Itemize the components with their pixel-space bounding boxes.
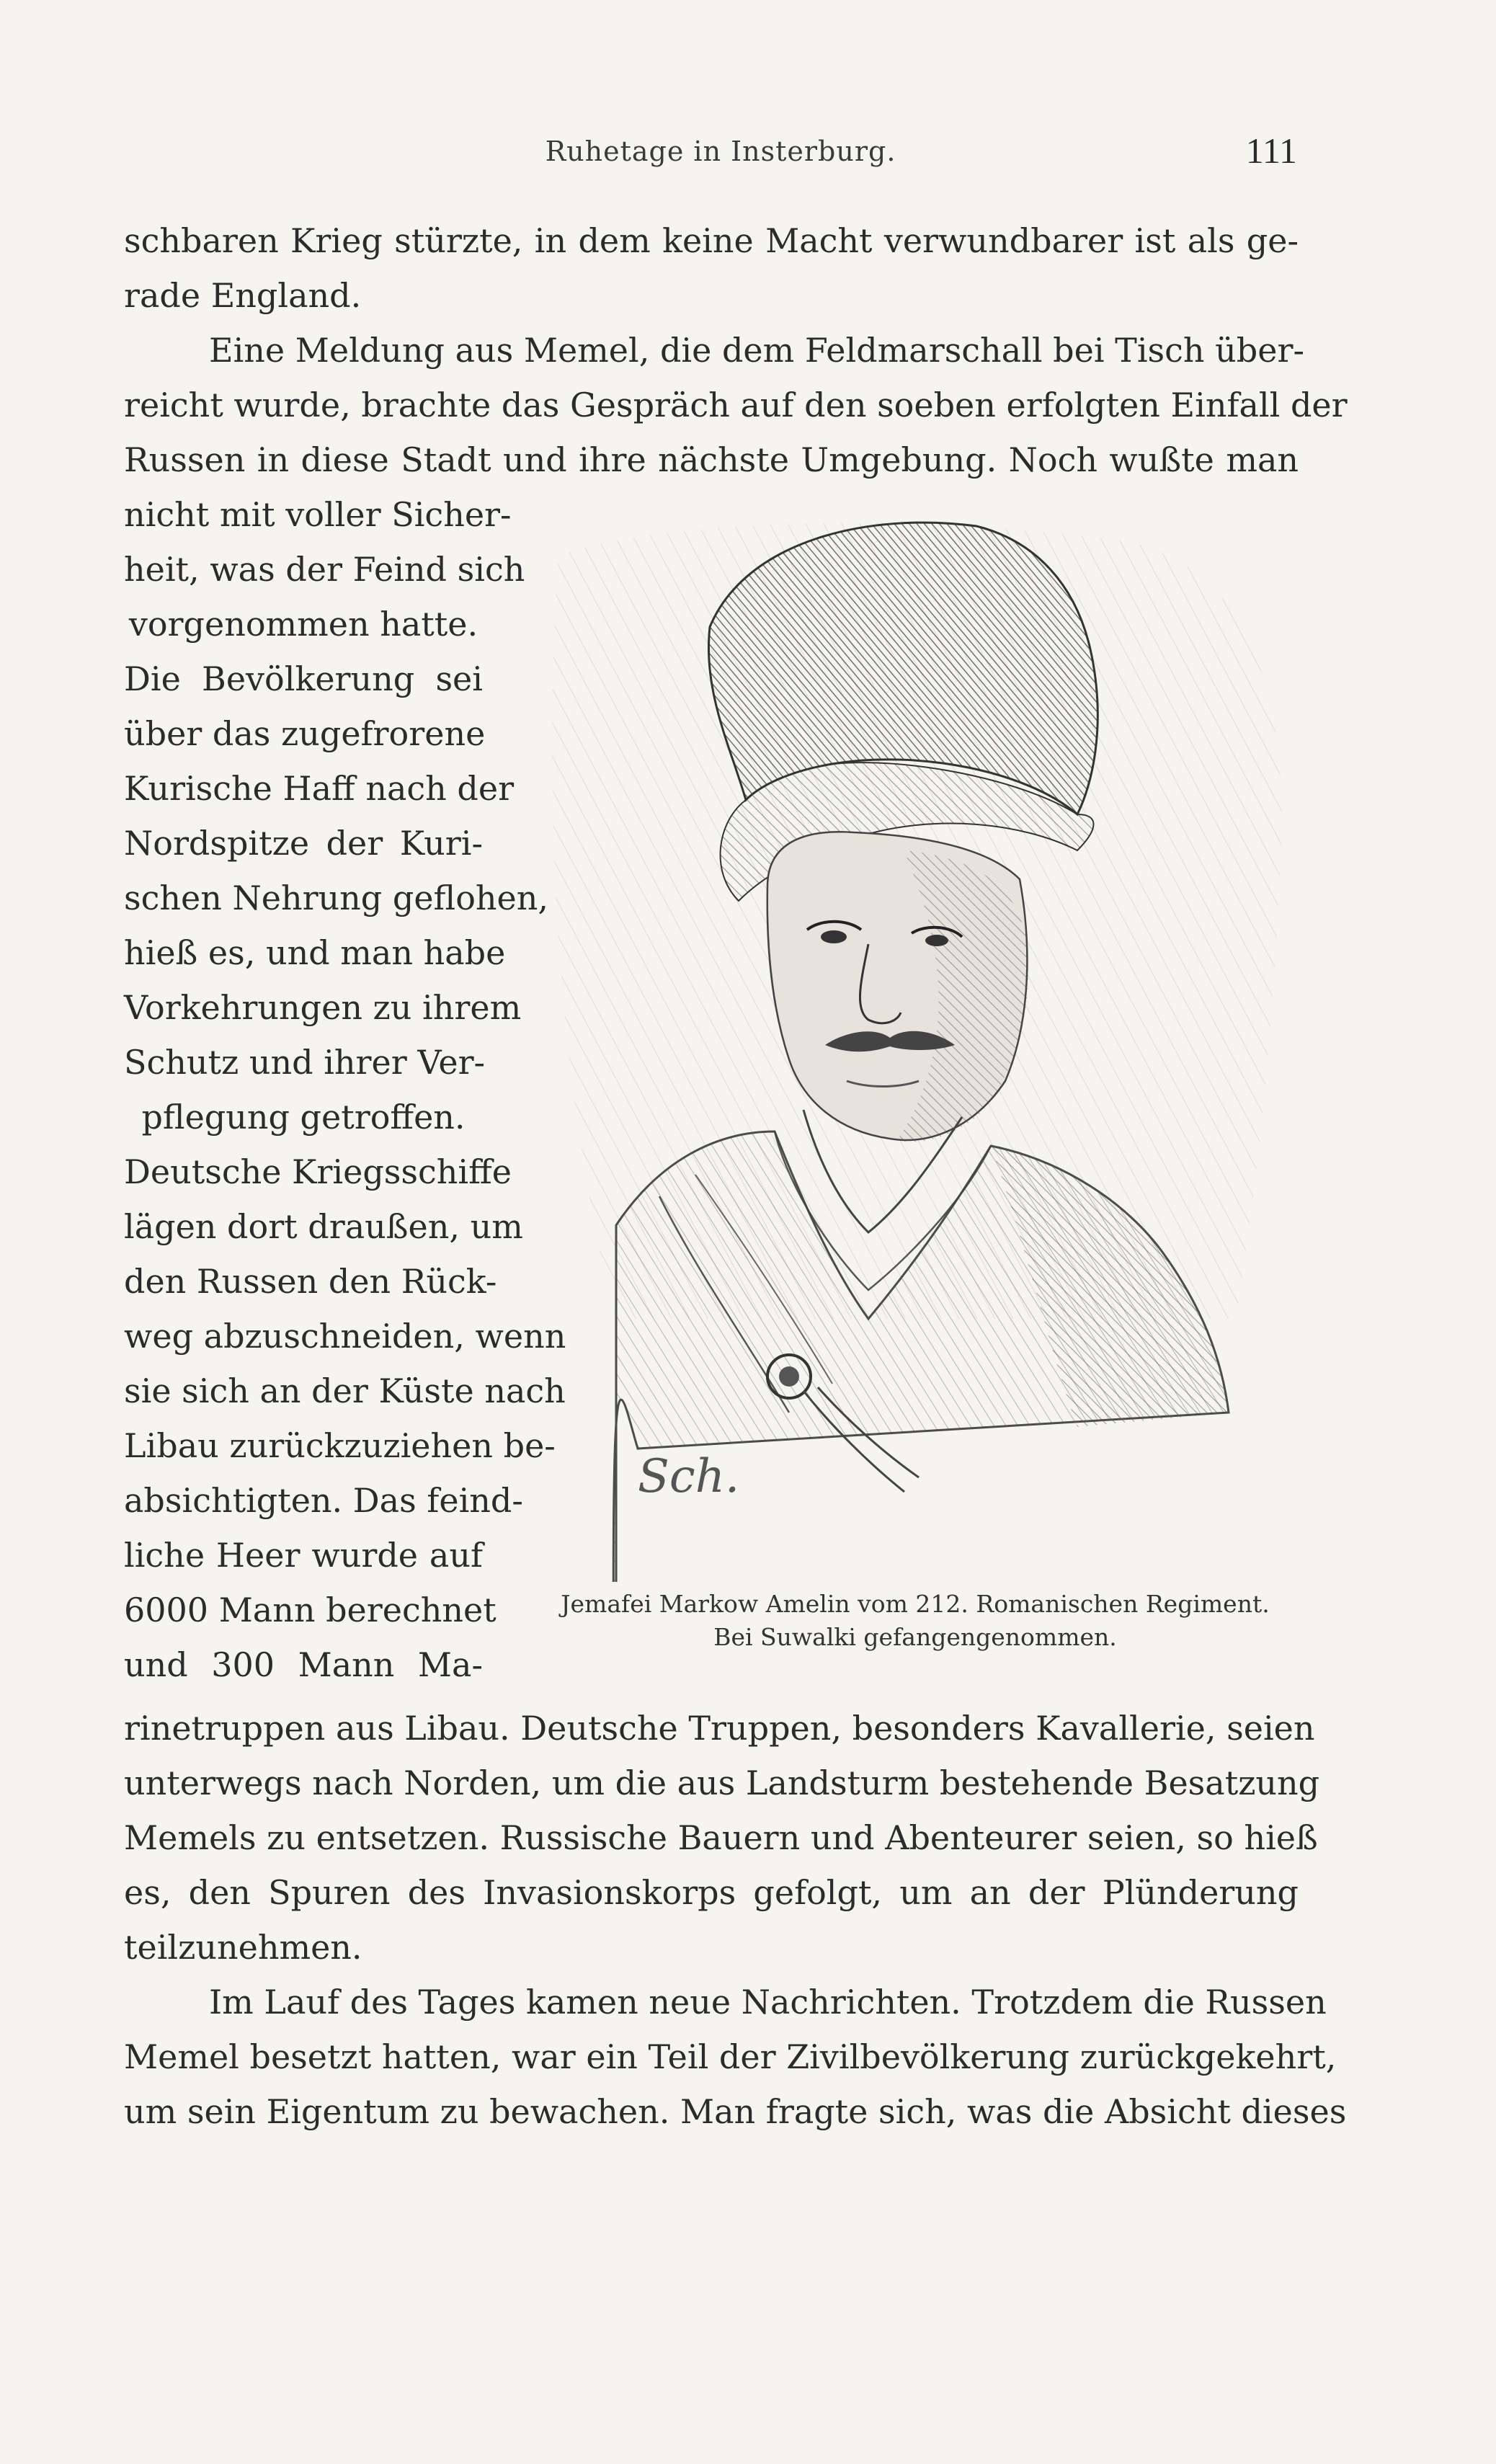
text-line: Memel besetzt hatten, war ein Teil der Zivilbevölkerung zurückgekehrt,: [124, 2037, 1337, 2076]
running-title: Ruhetage in Insterburg.: [545, 135, 896, 167]
text-line: Russen in diese Stadt und ihre nächste Umgebung. Noch wußte man: [124, 440, 1299, 479]
figure-caption-line2: Bei Suwalki gefangengenommen.: [713, 1623, 1117, 1651]
page-number: 111: [1245, 130, 1297, 171]
text-line: reicht wurde, brachte das Gespräch auf den soeben erfolgten Einfall der: [124, 386, 1348, 424]
text-line: den Russen den Rück-: [124, 1262, 497, 1301]
text-line: rinetruppen aus Libau. Deutsche Truppen, besonders Kavallerie, seien: [124, 1709, 1315, 1748]
text-line: unterwegs nach Norden, um die aus Landsturm bestehende Besatzung: [124, 1764, 1320, 1802]
text-line: es, den Spuren des Invasionskorps gefolgt, um an der Plünderung: [124, 1873, 1299, 1912]
text-line: Die Bevölkerung sei: [124, 659, 483, 698]
text-line: 6000 Mann berechnet: [124, 1591, 497, 1629]
text-line: weg abzuschneiden, wenn: [124, 1317, 566, 1356]
paragraph-start: Eine Meldung aus Memel, die dem Feldmarschall bei Tisch über-: [209, 331, 1304, 370]
text-line: absichtigten. Das feind-: [124, 1481, 523, 1520]
text-line: Deutsche Kriegsschiffe: [124, 1152, 512, 1191]
text-line: hieß es, und man habe: [124, 933, 506, 972]
text-line: um sein Eigentum zu bewachen. Man fragte sich, was die Absicht dieses: [124, 2092, 1347, 2131]
text-line: schbaren Krieg stürzte, in dem keine Macht verwundbarer ist als ge-: [124, 221, 1299, 260]
text-line: heit, was der Feind sich: [124, 550, 525, 589]
text-line: vorgenommen hatte.: [128, 605, 478, 644]
text-line: Kurische Haff nach der: [124, 769, 515, 808]
text-line: nicht mit voller Sicher-: [124, 495, 512, 534]
text-line: und 300 Mann Ma-: [124, 1645, 483, 1684]
portrait-illustration: [530, 512, 1301, 1582]
text-line: Libau zurückzuziehen be-: [124, 1426, 556, 1465]
text-line: sie sich an der Küste nach: [124, 1371, 566, 1410]
text-line: liche Heer wurde auf: [124, 1536, 483, 1575]
text-line: Schutz und ihrer Ver-: [124, 1043, 486, 1082]
text-line: Nordspitze der Kuri-: [124, 824, 483, 863]
text-line: schen Nehrung geflohen,: [124, 879, 549, 917]
text-line: Vorkehrungen zu ihrem: [124, 988, 522, 1027]
text-line: rade England.: [124, 276, 362, 315]
text-line: teilzunehmen.: [124, 1928, 362, 1967]
artist-signature: Sch.: [638, 1450, 740, 1503]
portrait-sketch: [530, 512, 1301, 1582]
text-line: pflegung getroffen.: [141, 1098, 466, 1137]
text-line: Memels zu entsetzen. Russische Bauern und Abenteurer seien, so hieß: [124, 1818, 1318, 1857]
text-line: lägen dort draußen, um: [124, 1207, 523, 1246]
paragraph-start: Im Lauf des Tages kamen neue Nachrichten. Trotzdem die Russen: [209, 1983, 1327, 2022]
figure-caption-line1: Jemafei Markow Amelin vom 212. Romanischen Regiment.: [561, 1590, 1270, 1618]
text-line: über das zugefrorene: [124, 714, 486, 753]
